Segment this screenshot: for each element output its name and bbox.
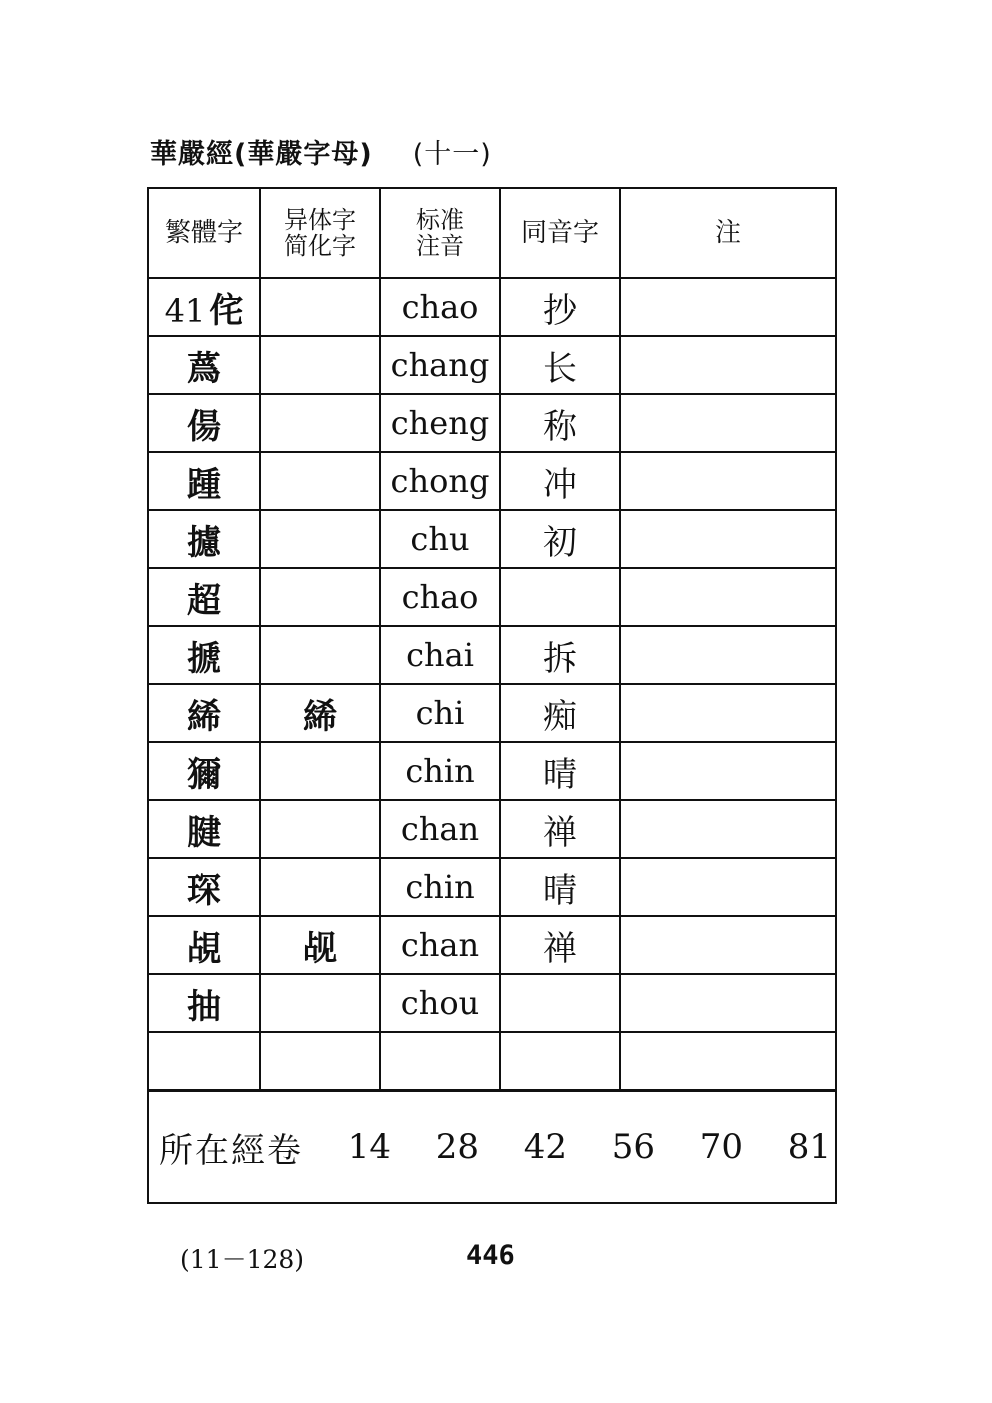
character-table [147,187,837,1204]
homophone-cell: 称 [500,394,620,452]
variant-cell [260,742,380,800]
note-cell [620,858,836,916]
note-cell [620,394,836,452]
homophone-cell [500,1032,620,1091]
variant-cell [260,336,380,394]
header-pinyin-line1: 标准 [416,206,464,234]
homophone-cell: 长 [500,336,620,394]
trad-cell: 獮 [148,742,260,800]
variant-cell: 觇 [260,916,380,974]
header-variant-line2: 简化字 [284,232,356,260]
note-cell [620,626,836,684]
homophone-cell [500,974,620,1032]
title-main: 華嚴經(華嚴字母) [150,139,373,170]
trad-cell [148,1032,260,1091]
trad-cell: 絺 [148,684,260,742]
pinyin-cell: chan [380,800,500,858]
homophone-cell: 痴 [500,684,620,742]
table-row [148,394,836,452]
variant-cell [260,510,380,568]
page-number: 446 [466,1240,515,1271]
note-cell [620,742,836,800]
note-cell [620,278,836,336]
homophone-cell: 晴 [500,742,620,800]
note-cell [620,800,836,858]
header-homophone: 同音字 [500,188,620,278]
variant-cell: 絺 [260,684,380,742]
trad-cell: 搋 [148,626,260,684]
volume-number: 81 [787,1127,831,1167]
volume-number: 14 [347,1127,391,1167]
note-cell [620,916,836,974]
homophone-cell: 拆 [500,626,620,684]
pinyin-cell: cheng [380,394,500,452]
volume-number: 70 [699,1127,743,1167]
table-row [148,626,836,684]
trad-char: 侘 [209,290,244,331]
homophone-cell [500,568,620,626]
table-row [148,916,836,974]
trad-cell: 偒 [148,394,260,452]
trad-cell [148,278,260,336]
header-variant-line1: 异体字 [284,206,356,234]
homophone-cell: 晴 [500,858,620,916]
variant-cell [260,278,380,336]
page-title [150,132,492,171]
header-row [148,188,836,278]
pinyin-cell: chang [380,336,500,394]
pinyin-cell: chan [380,916,500,974]
variant-cell [260,568,380,626]
volume-number: 56 [611,1127,655,1167]
variant-cell [260,800,380,858]
volume-number: 28 [435,1127,479,1167]
volume-row [148,1091,836,1204]
pinyin-cell: chao [380,278,500,336]
table-row [148,452,836,510]
note-cell [620,510,836,568]
variant-cell [260,858,380,916]
pinyin-cell: chou [380,974,500,1032]
variant-cell [260,974,380,1032]
page-reference: (11－128) [180,1245,305,1274]
variant-cell [260,452,380,510]
homophone-cell: 禅 [500,800,620,858]
variant-cell [260,626,380,684]
header-note: 注 [620,188,836,278]
homophone-cell: 抄 [500,278,620,336]
header-pinyin [380,188,500,278]
table-row-empty [148,1032,836,1091]
volume-label: 所在經卷 [159,1130,303,1171]
trad-cell: 攄 [148,510,260,568]
trad-cell: 蔿 [148,336,260,394]
pinyin-cell: chin [380,858,500,916]
volume-number: 42 [523,1127,567,1167]
variant-cell [260,394,380,452]
table-row [148,742,836,800]
table-row [148,684,836,742]
note-cell [620,1032,836,1091]
table-row [148,336,836,394]
header-trad: 繁體字 [148,188,260,278]
pinyin-cell: chong [380,452,500,510]
trad-cell: 踵 [148,452,260,510]
title-sub: (十一) [412,139,492,170]
table-row [148,568,836,626]
table-row [148,858,836,916]
note-cell [620,684,836,742]
note-cell [620,568,836,626]
note-cell [620,452,836,510]
table-row [148,278,836,336]
trad-cell: 抽 [148,974,260,1032]
trad-cell: 超 [148,568,260,626]
pinyin-cell: chin [380,742,500,800]
row-number: 41 [164,291,206,330]
pinyin-cell: chao [380,568,500,626]
pinyin-cell: chu [380,510,500,568]
variant-cell [260,1032,380,1091]
trad-cell: 琛 [148,858,260,916]
table-row [148,974,836,1032]
volume-cell [148,1091,836,1204]
table-row [148,800,836,858]
trad-cell: 腱 [148,800,260,858]
table-row [148,510,836,568]
pinyin-cell: chi [380,684,500,742]
pinyin-cell [380,1032,500,1091]
volume-line [149,1123,835,1172]
trad-cell: 覘 [148,916,260,974]
homophone-cell: 初 [500,510,620,568]
header-pinyin-line2: 注音 [416,232,464,260]
note-cell [620,336,836,394]
homophone-cell: 禅 [500,916,620,974]
homophone-cell: 冲 [500,452,620,510]
note-cell [620,974,836,1032]
header-variant [260,188,380,278]
pinyin-cell: chai [380,626,500,684]
